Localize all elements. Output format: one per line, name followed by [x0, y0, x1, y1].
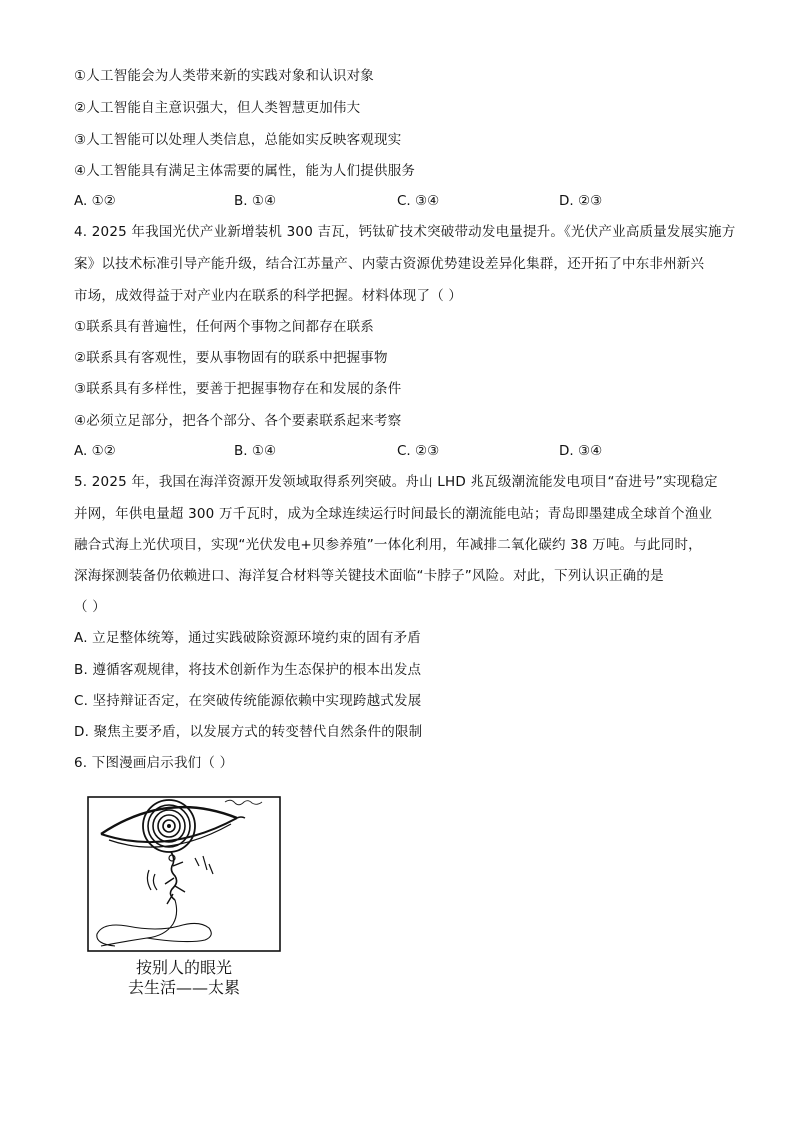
q4-statement-3: ③联系具有多样性，要善于把握事物存在和发展的条件	[74, 381, 402, 397]
q4-stem-line-1: 4. 2025 年我国光伏产业新增装机 300 吉瓦，钙钛矿技术突破带动发电量提升。《光伏产业高质量发展实施方	[74, 224, 736, 240]
q5-option-c: C. 坚持辩证否定，在突破传统能源依赖中实现跨越式发展	[74, 693, 422, 709]
option-b: B. ①④	[234, 193, 277, 209]
q4-option-a: A. ①②	[74, 443, 116, 459]
q5-stem-line-1: 5. 2025 年，我国在海洋资源开发领域取得系列突破。舟山 LHD 兆瓦级潮流能发电项目“奋进号”实现稳定	[74, 474, 718, 490]
q5-option-a: A. 立足整体统筹，通过实践破除资源环境约束的固有矛盾	[74, 630, 421, 646]
q5-option-b: B. 遵循客观规律，将技术创新作为生态保护的根本出发点	[74, 662, 422, 678]
statement-4: ④人工智能具有满足主体需要的属性，能为人们提供服务	[74, 163, 416, 179]
q4-stem-line-2: 案》以技术标准引导产能升级，结合江苏量产、内蒙古资源优势建设差异化集群，还开拓了中东非州新兴	[74, 256, 705, 272]
q6-stem: 6. 下图漫画启示我们（ ）	[74, 755, 234, 771]
q4-stem-line-3: 市场，成效得益于对产业内在联系的科学把握。材料体现了（ ）	[74, 288, 463, 304]
answer-options	[74, 191, 714, 211]
statement-2: ②人工智能自主意识强大，但人类智慧更加伟大	[74, 100, 361, 116]
q4-option-c: C. ②③	[397, 443, 440, 459]
q4-option-d: D. ③④	[559, 443, 603, 459]
cartoon-caption-line-2: 去生活——太累	[127, 978, 240, 997]
option-d: D. ②③	[559, 193, 603, 209]
cartoon-image	[87, 796, 281, 952]
q5-option-d: D. 聚焦主要矛盾，以发展方式的转变替代自然条件的限制	[74, 724, 423, 740]
q4-statement-4: ④必须立足部分，把各个部分、各个要素联系起来考察	[74, 413, 402, 429]
q5-stem-line-2: 并网，年供电量超 300 万千瓦时，成为全球连续运行时间最长的潮流能电站；青岛即墨建成全球首个渔业	[74, 506, 713, 522]
cartoon-caption-line-1: 按别人的眼光	[135, 958, 232, 977]
statement-1: ①人工智能会为人类带来新的实践对象和认识对象	[74, 68, 375, 84]
eye-cartoon-drawing	[87, 796, 281, 952]
q4-option-b: B. ①④	[234, 443, 277, 459]
q4-answer-options	[74, 441, 714, 461]
q5-stem-line-3: 融合式海上光伏项目，实现“光伏发电+贝参养殖”一体化利用，年减排二氧化碳约 38 万吨。与此同时，	[74, 537, 702, 553]
q5-stem-line-4: 深海探测装备仍依赖进口、海洋复合材料等关键技术面临“卡脖子”风险。对此，下列认识正确的是	[74, 568, 664, 584]
option-c: C. ③④	[397, 193, 440, 209]
q4-statement-1: ①联系具有普遍性，任何两个事物之间都存在联系	[74, 319, 375, 335]
q4-statement-2: ②联系具有客观性，要从事物固有的联系中把握事物	[74, 350, 388, 366]
statement-3: ③人工智能可以处理人类信息，总能如实反映客观现实	[74, 132, 402, 148]
option-a: A. ①②	[74, 193, 116, 209]
q5-stem-line-5: （ ）	[74, 599, 106, 615]
